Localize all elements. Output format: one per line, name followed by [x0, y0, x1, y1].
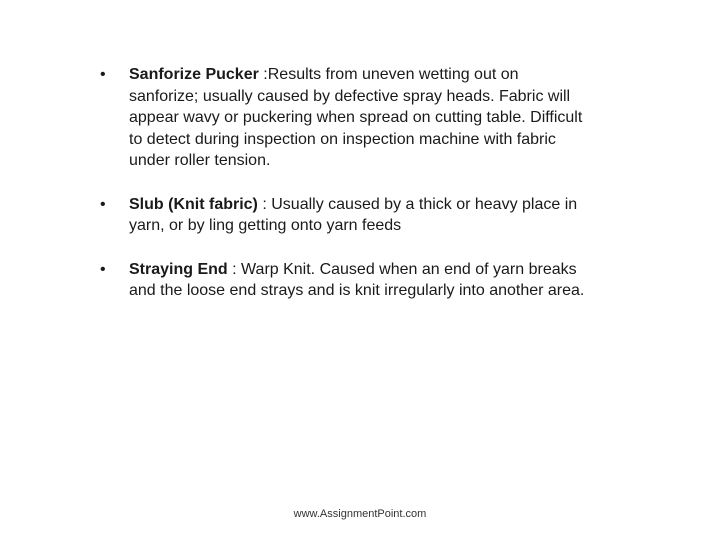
bullet-item-sanforize-pucker	[100, 64, 590, 172]
defect-bullet-list	[100, 64, 590, 324]
term-separator: :	[227, 260, 242, 278]
term-label: Straying End	[129, 260, 228, 278]
bullet-icon: •	[100, 260, 106, 278]
footer-source-text: www.AssignmentPoint.com	[293, 508, 427, 520]
bullet-icon: •	[100, 195, 106, 213]
bullet-item-slub	[100, 194, 590, 237]
term-separator: :	[263, 66, 268, 83]
term-description: Warp Knit. Caused when an end of yarn breaks and the loose end strays and is knit irregularly into another area.	[129, 260, 585, 299]
term-label: Sanforize Pucker	[129, 66, 264, 83]
term-description: Results from uneven wetting out on sanforize; usually caused by defective spray heads. Fabric will appear wavy or puckering when spread on cutting table. Difficult to detect during inspection on inspection machine with fabric under roller tension.	[129, 66, 583, 169]
bullet-item-straying-end	[100, 259, 590, 302]
term-description: Usually caused by a thick or heavy place in yarn, or by ling getting onto yarn feeds	[129, 195, 578, 234]
term-label: Slub (Knit fabric)	[129, 195, 258, 213]
term-separator: :	[257, 195, 272, 213]
bullet-icon: •	[100, 66, 106, 83]
